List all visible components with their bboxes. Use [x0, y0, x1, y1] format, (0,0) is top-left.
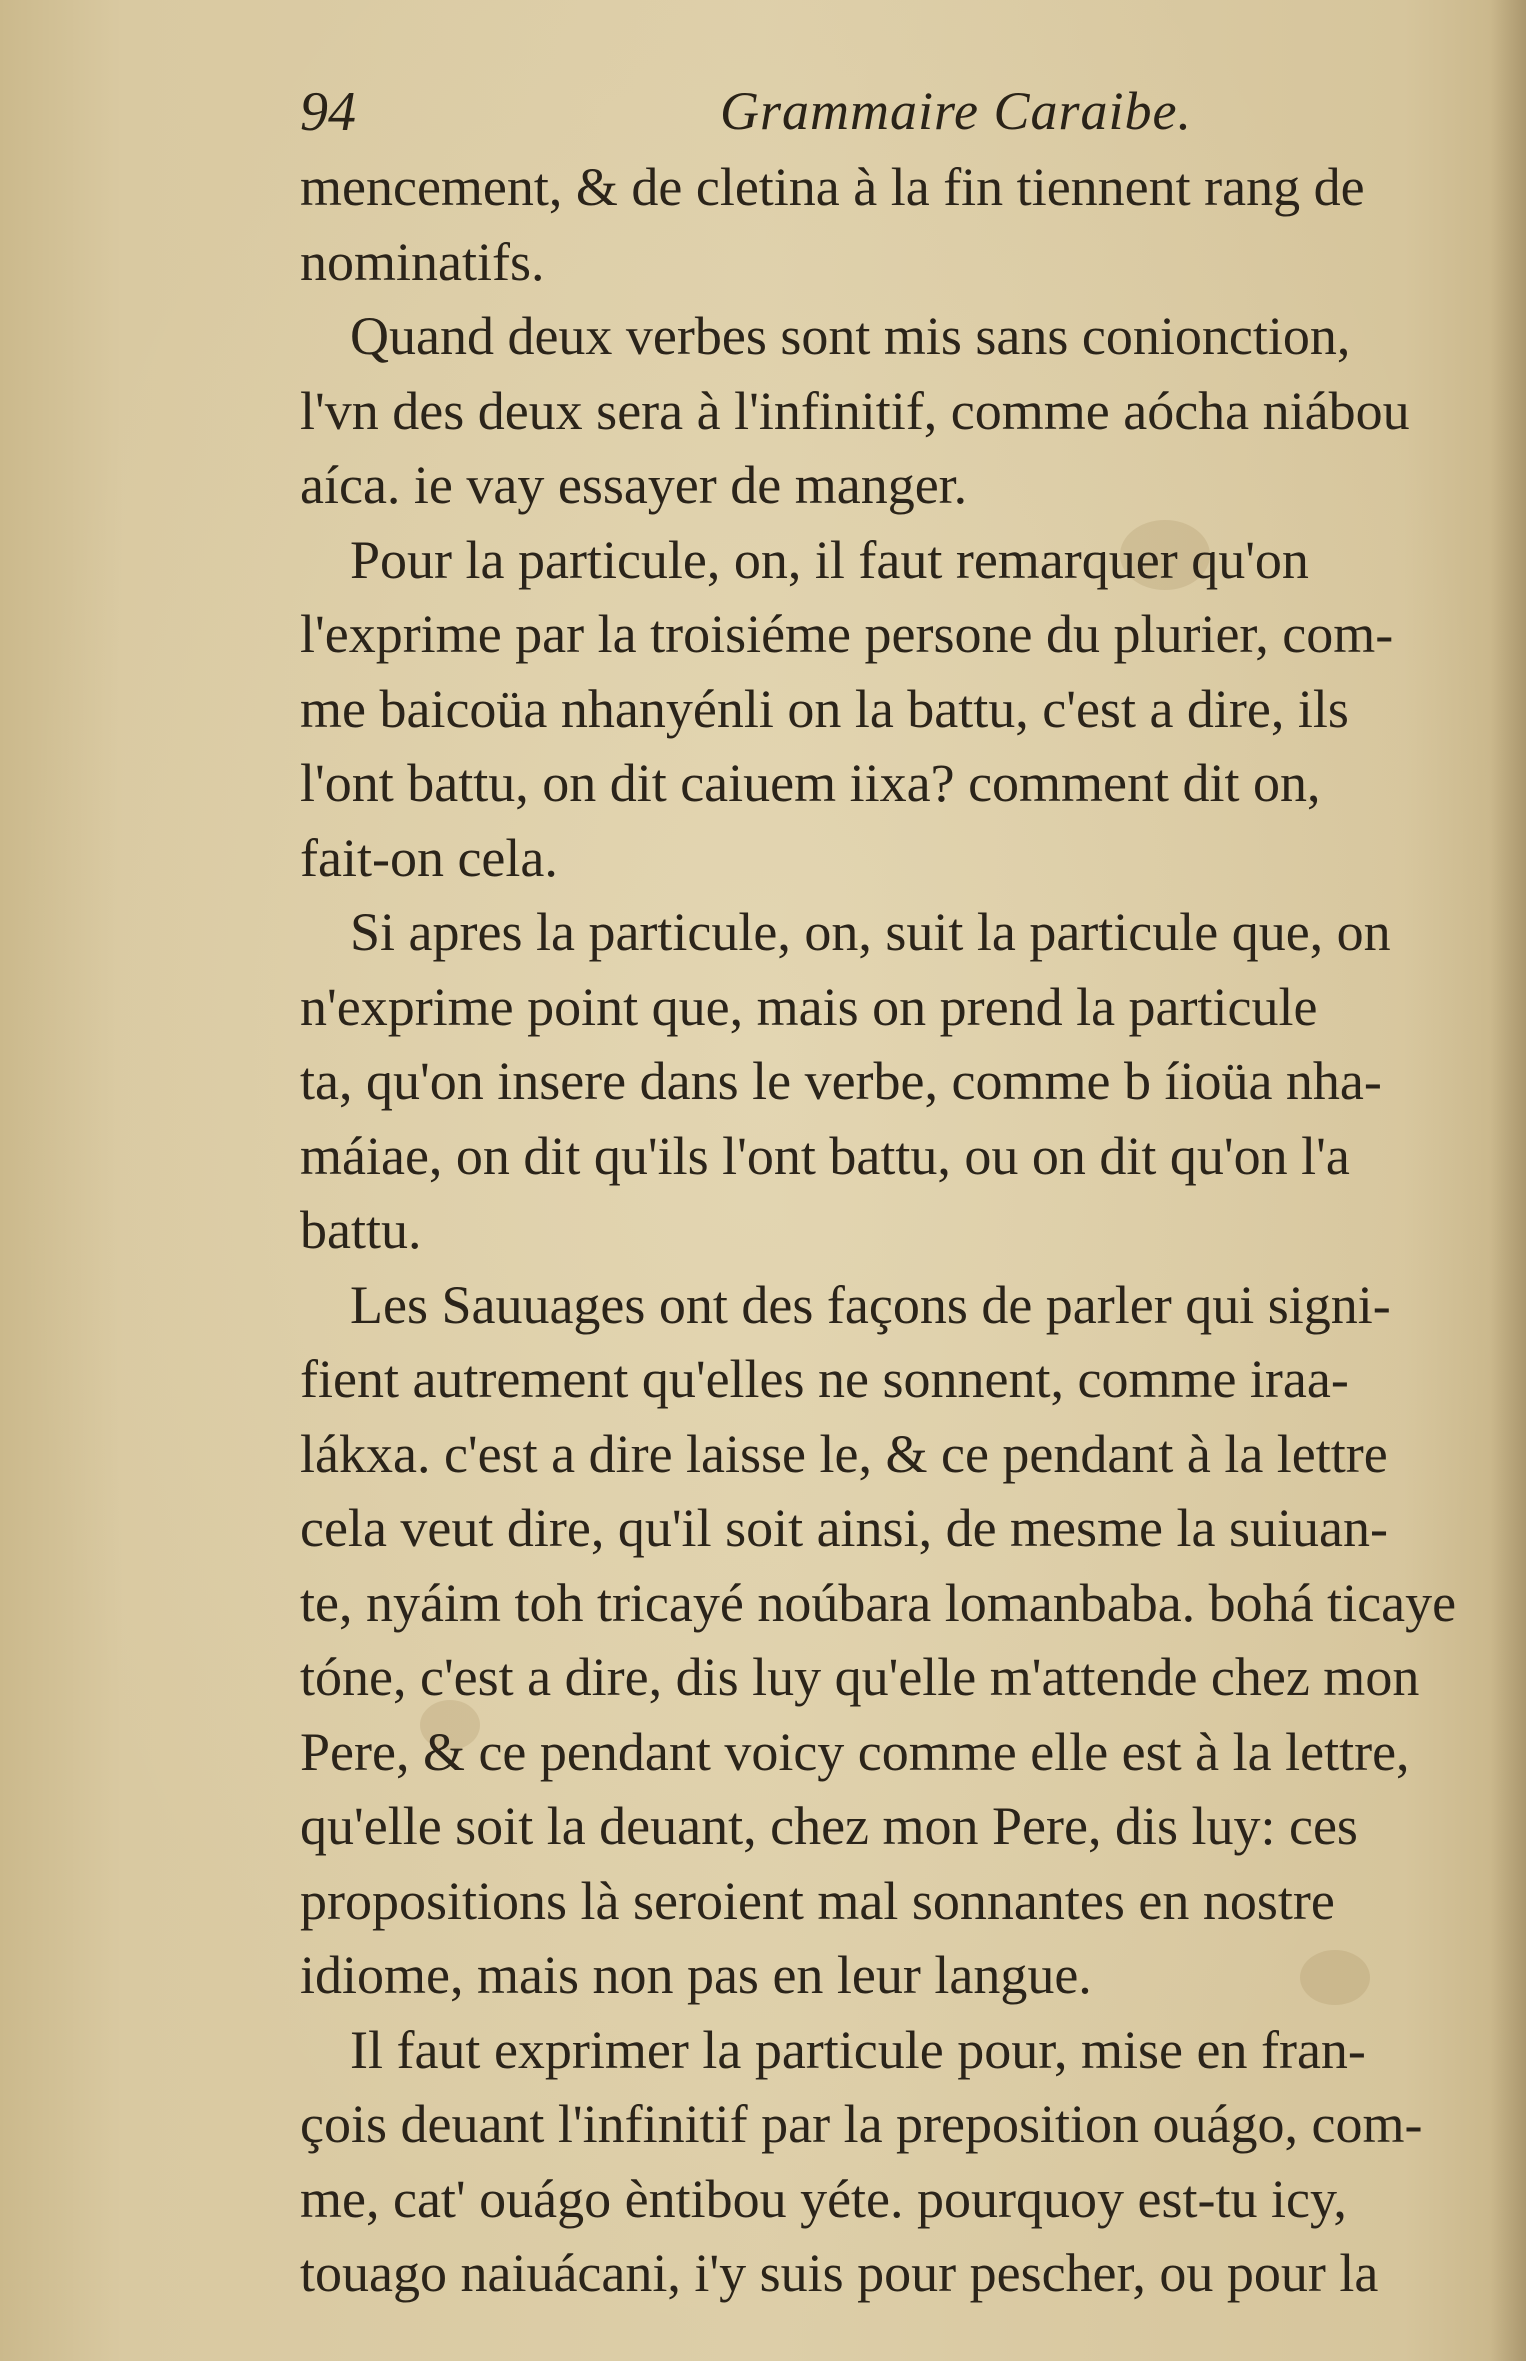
text-line: mencement, & de cletina à la fin tiennent rang de [300, 157, 1365, 217]
text-line: propositions là seroient mal sonnantes en nostre [300, 1870, 1335, 1931]
text-line: aíca. ie vay essayer de manger. [300, 455, 968, 515]
text-line: lákxa. c'est a dire laisse le, & ce pendant à la lettre [300, 1423, 1388, 1484]
text-line: nominatifs. [300, 231, 545, 292]
paragraph-first-line: Il faut exprimer la particule pour, mise en fran- [350, 2019, 1366, 2080]
text-line: l'ont battu, on dit caiuem iixa? comment dit on, [300, 753, 1321, 813]
text-line: n'exprime point que, mais on prend la particule [300, 976, 1318, 1037]
text-line: idiome, mais non pas en leur langue. [300, 1945, 1092, 2005]
page-header [300, 80, 1480, 160]
paragraph-first-line: Les Sauuages ont des façons de parler qui signi- [350, 1274, 1391, 1335]
text-line: çois deuant l'infinitif par la preposition ouágo, com- [300, 2094, 1423, 2154]
text-line: fient autrement qu'elles ne sonnent, comme iraa- [300, 1349, 1349, 1409]
text-line: l'vn des deux sera à l'infinitif, comme aócha niábou [300, 380, 1410, 441]
text-line: qu'elle soit la deuant, chez mon Pere, dis luy: ces [300, 1796, 1358, 1856]
text-line: máiae, on dit qu'ils l'ont battu, ou on dit qu'on l'a [300, 1125, 1350, 1186]
paragraph-first-line: Si apres la particule, on, suit la particule que, on [350, 902, 1391, 962]
text-line: me baicoüa nhanyénli on la battu, c'est a dire, ils [300, 678, 1349, 739]
running-head: Grammaire Caraibe. [720, 81, 1192, 141]
text-line: cela veut dire, qu'il soit ainsi, de mesme la suiuan- [300, 1498, 1388, 1558]
text-line: te, nyáim toh tricayé noúbara lomanbaba. bohá ticaye [300, 1572, 1457, 1633]
text-line: tóne, c'est a dire, dis luy qu'elle m'attende chez mon [300, 1647, 1420, 1707]
text-line: touago naiuácani, i'y suis pour pescher, ou pour la [300, 2243, 1379, 2303]
paragraph-first-line: Quand deux verbes sont mis sans conionction, [350, 306, 1351, 366]
paragraph-first-line: Pour la particule, on, il faut remarquer qu'on [350, 529, 1309, 590]
page-number: 94 [300, 81, 356, 143]
text-line: fait-on cela. [300, 827, 558, 888]
text-line: ta, qu'on insere dans le verbe, comme b íioüa nha- [300, 1051, 1382, 1111]
text-line: Pere, & ce pendant voicy comme elle est à la lettre, [300, 1721, 1410, 1782]
text-line: battu. [300, 1200, 422, 1260]
text-line: l'exprime par la troisiéme persone du plurier, com- [300, 604, 1394, 664]
text-line: me, cat' ouágo èntibou yéte. pourquoy est-tu icy, [300, 2168, 1347, 2229]
body-text [300, 150, 1500, 2311]
